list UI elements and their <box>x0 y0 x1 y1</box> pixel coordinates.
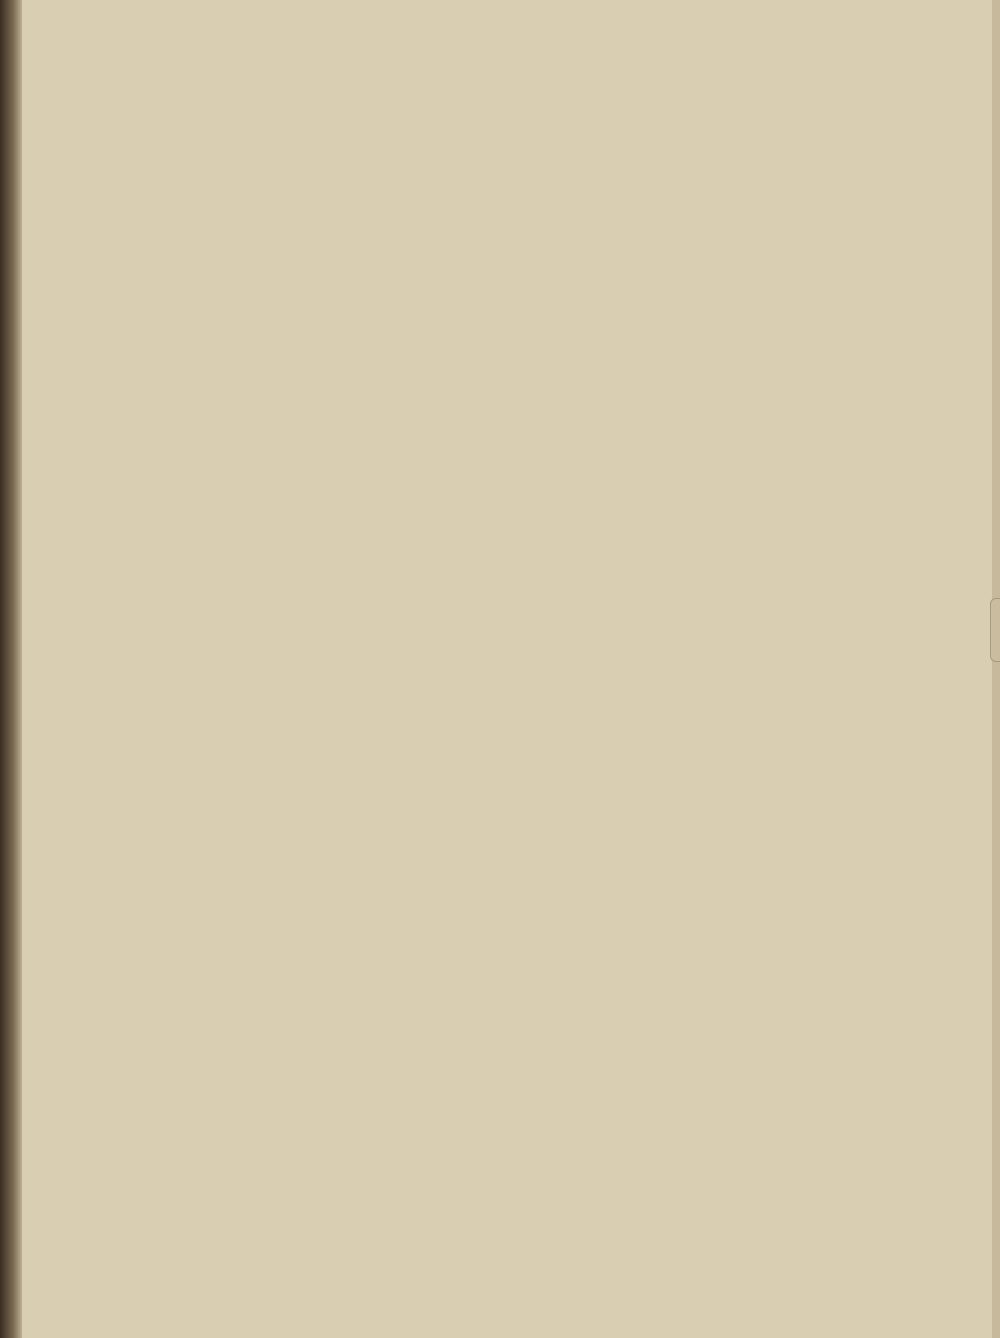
page-edge <box>992 0 1000 1338</box>
page-tab <box>990 598 1000 662</box>
book-binding <box>0 0 22 1338</box>
